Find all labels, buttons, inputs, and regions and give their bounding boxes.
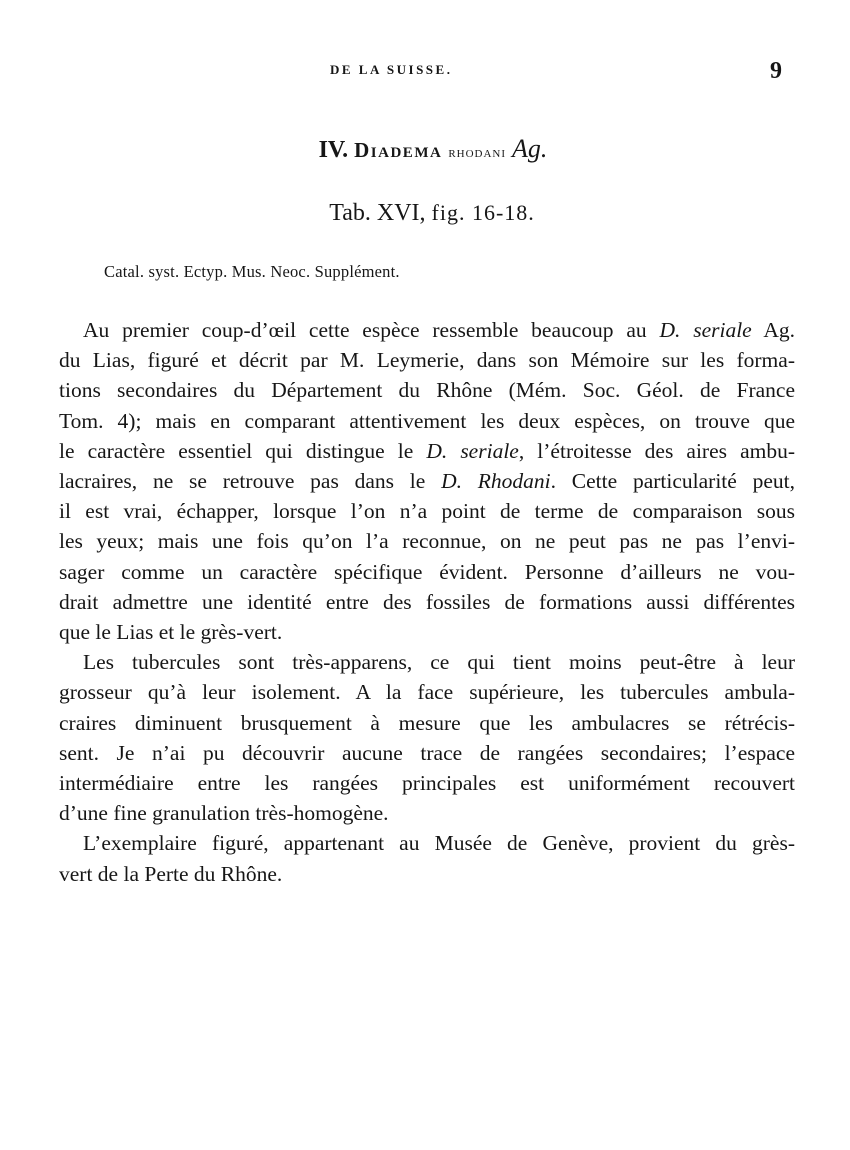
text-line: [59, 738, 795, 768]
text-run: , l’étroitesse des aires ambu-: [518, 438, 795, 463]
text-line: [59, 375, 795, 405]
paragraph: [59, 828, 795, 888]
text-line: [59, 768, 795, 798]
text-line: [59, 557, 795, 587]
text-run: Ag.: [751, 318, 795, 342]
text-line: [59, 496, 795, 526]
plate-reference: [0, 200, 850, 227]
plate-tab: Tab. XVI,: [329, 200, 426, 226]
text-run: L’exemplaire figuré, appartenant au Musée de Genève, provient du grès-: [83, 831, 795, 856]
text-line: [59, 406, 795, 436]
text-line: [59, 315, 795, 345]
text-run: . Cette particularité peut,: [550, 469, 795, 494]
text-run: vert de la Perte du Rhône.: [59, 861, 283, 886]
paragraph: [59, 647, 795, 828]
text-line: [59, 798, 795, 828]
text-run: drait admettre une identité entre des fossiles de formations aussi différentes: [59, 589, 795, 614]
text-line: [59, 587, 795, 617]
text-run: il est vrai, échapper, lorsque l’on n’a point de terme de comparaison sous: [59, 499, 795, 524]
text-run: d’une fine granulation très-homogène.: [59, 801, 389, 826]
text-line: [59, 677, 795, 707]
text-run: lacraires, ne se retrouve pas dans le: [59, 469, 442, 494]
text-line: [59, 345, 795, 375]
text-line: [59, 466, 795, 496]
species-heading: [0, 134, 850, 164]
page-number: 9: [770, 58, 782, 84]
text-run: que le Lias et le grès-vert.: [59, 620, 283, 645]
text-run: sent. Je n’ai pu découvrir aucune trace de rangées secondaires; l’espace: [59, 740, 795, 765]
text-line: [59, 708, 795, 738]
text-run: les yeux; mais une fois qu’on l’a reconnue, on ne peut pas ne pas l’envi-: [59, 529, 795, 554]
italic-taxon: D. seriale: [659, 318, 752, 342]
text-run: intermédiaire entre les rangées principales est uniformément recouvert: [59, 771, 795, 796]
italic-taxon: D. Rhodani: [441, 469, 551, 494]
text-run: du Lias, figuré et décrit par M. Leymerie, dans son Mémoire sur les forma-: [59, 348, 795, 373]
species-number: IV.: [318, 137, 349, 163]
text-line: [59, 436, 795, 466]
text-run: sager comme un caractère spécifique évident. Personne d’ailleurs ne vou-: [59, 559, 795, 584]
text-run: Tom. 4); mais en comparant attentivement les deux espèces, on trouve que: [59, 408, 795, 433]
genus-name: Diadema: [354, 138, 443, 162]
species-author: Ag.: [512, 134, 548, 163]
text-run: craires diminuent brusquement à mesure que les ambulacres se rétrécis-: [59, 710, 795, 735]
paragraph: [59, 315, 795, 647]
text-run: le caractère essentiel qui distingue le: [59, 438, 427, 463]
text-line: [59, 859, 795, 889]
text-run: Au premier coup-d’œil cette espèce ressemble beaucoup au: [83, 318, 660, 342]
text-line: [59, 828, 795, 858]
plate-figures: fig. 16-18.: [431, 200, 535, 225]
text-line: [59, 617, 795, 647]
text-run: tions secondaires du Département du Rhône (Mém. Soc. Géol. de France: [59, 378, 795, 403]
species-name: rhodani: [448, 145, 507, 161]
synonymy-reference: Catal. syst. Ectyp. Mus. Neoc. Supplément.: [104, 262, 400, 281]
italic-taxon: D. seriale: [426, 438, 519, 463]
text-line: [59, 647, 795, 677]
body-text: [59, 315, 795, 889]
running-head: DE LA SUISSE.: [330, 62, 453, 77]
text-line: [59, 526, 795, 556]
text-run: Les tubercules sont très-apparens, ce qui tient moins peut-être à leur: [83, 650, 795, 675]
text-run: grosseur qu’à leur isolement. A la face supérieure, les tubercules ambula-: [59, 680, 795, 705]
